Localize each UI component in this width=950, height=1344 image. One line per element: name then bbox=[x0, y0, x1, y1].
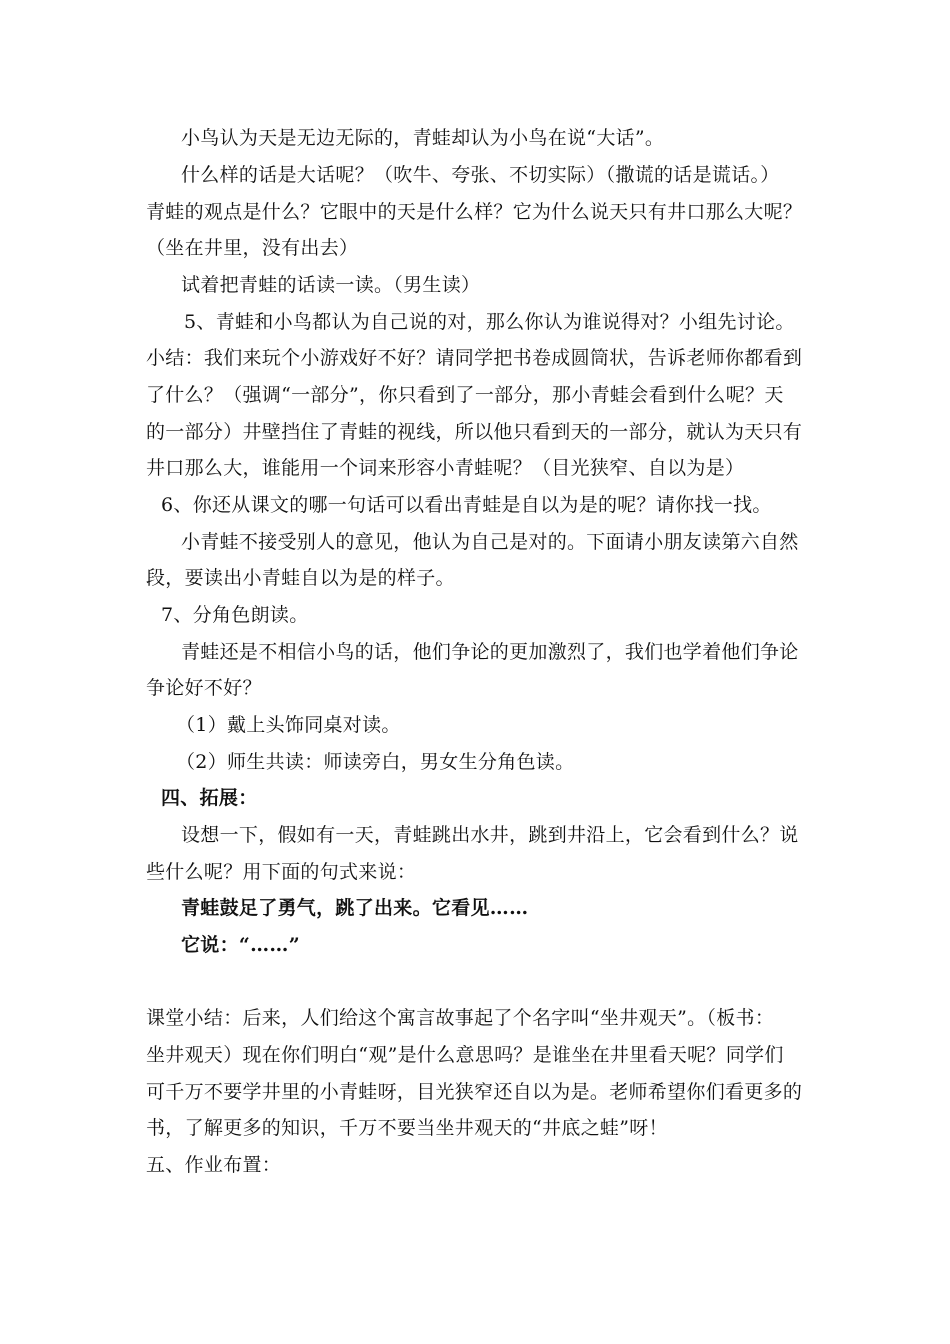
section-heading: 四、拓展： bbox=[161, 787, 258, 809]
paragraph-line: 小结：我们来玩个小游戏好不好？请同学把书卷成圆筒状，告诉老师你都看到 bbox=[146, 347, 803, 369]
paragraph-line: 的一部分）井壁挡住了青蛙的视线，所以他只看到天的一部分，就认为天只有 bbox=[146, 421, 803, 443]
paragraph-line: 井口那么大，谁能用一个词来形容小青蛙呢？（目光狭窄、自以为是） bbox=[146, 457, 745, 479]
paragraph-line: （1）戴上头饰同桌对读。 bbox=[176, 714, 401, 736]
paragraph-line: 些什么呢？用下面的句式来说： bbox=[146, 861, 417, 883]
paragraph-line: 5、青蛙和小鸟都认为自己说的对，那么你认为谁说得对？小组先讨论。 bbox=[184, 311, 795, 333]
paragraph-line: 小青蛙不接受别人的意见，他认为自己是对的。下面请小朋友读第六自然 bbox=[181, 531, 799, 553]
paragraph-line: 段，要读出小青蛙自以为是的样子。 bbox=[146, 567, 455, 589]
paragraph-line: 试着把青蛙的话读一读。（男生读） bbox=[181, 274, 481, 296]
paragraph-line: 青蛙还是不相信小鸟的话，他们争论的更加激烈了，我们也学着他们争论 bbox=[181, 641, 799, 663]
paragraph-line: 设想一下，假如有一天，青蛙跳出水井，跳到井沿上，它会看到什么？说 bbox=[181, 824, 799, 846]
paragraph-line: （2）师生共读：师读旁白，男女生分角色读。 bbox=[176, 751, 575, 773]
paragraph-line: 青蛙的观点是什么？它眼中的天是什么样？它为什么说天只有井口那么大呢？ bbox=[146, 201, 803, 223]
paragraph-line: 争论好不好？ bbox=[146, 677, 262, 699]
section-heading: 五、作业布置： bbox=[146, 1154, 282, 1176]
paragraph-line: 7、分角色朗读。 bbox=[161, 604, 309, 626]
paragraph-line: 小鸟认为天是无边无际的，青蛙却认为小鸟在说“大话”。 bbox=[181, 127, 665, 149]
paragraph-line: 可千万不要学井里的小青蛙呀，目光狭窄还自以为是。老师希望你们看更多的 bbox=[146, 1081, 803, 1103]
paragraph-line: （坐在井里，没有出去） bbox=[146, 237, 359, 259]
paragraph-line: 书，了解更多的知识，千万不要当坐井观天的“井底之蛙”呀！ bbox=[146, 1117, 668, 1139]
bold-prompt-line: 它说：“……” bbox=[181, 934, 300, 956]
paragraph-line: 坐井观天）现在你们明白“观”是什么意思吗？是谁坐在井里看天呢？同学们 bbox=[146, 1044, 784, 1066]
paragraph-line: 课堂小结：后来，人们给这个寓言故事起了个名字叫“坐井观天”。（板书： bbox=[146, 1007, 775, 1029]
bold-prompt-line: 青蛙鼓足了勇气，跳了出来。它看见…… bbox=[181, 897, 529, 919]
paragraph-line: 6、你还从课文的哪一句话可以看出青蛙是自以为是的呢？请你找一找。 bbox=[161, 494, 772, 516]
paragraph-line: 了什么？（强调“一部分”，你只看到了一部分，那小青蛙会看到什么呢？天 bbox=[146, 384, 784, 406]
paragraph-line: 什么样的话是大话呢？（吹牛、夸张、不切实际）（撒谎的话是谎话。） bbox=[181, 164, 780, 186]
